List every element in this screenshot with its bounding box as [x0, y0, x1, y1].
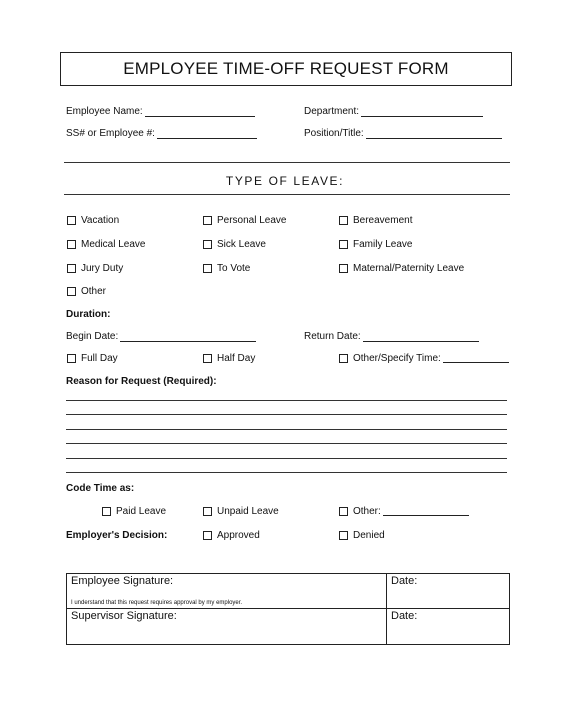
- duration-option-other[interactable]: [339, 353, 509, 364]
- checkbox[interactable]: [339, 507, 348, 516]
- checkbox[interactable]: [339, 216, 348, 225]
- checkbox[interactable]: [67, 354, 76, 363]
- employee-number-field[interactable]: [66, 128, 257, 139]
- employee-name-field[interactable]: [66, 106, 255, 117]
- checkbox[interactable]: [339, 354, 348, 363]
- decision-option-denied[interactable]: [339, 530, 385, 541]
- decision-label: Employer's Decision:: [66, 530, 168, 541]
- return-date-line[interactable]: [363, 332, 479, 342]
- approval-note: I understand that this request requires approval by my employer.: [71, 600, 243, 606]
- department-label: Department:: [304, 106, 360, 117]
- leave-option-other[interactable]: [67, 286, 106, 297]
- checkbox[interactable]: [203, 354, 212, 363]
- duration-option-half-day[interactable]: [203, 353, 255, 364]
- reason-label: Reason for Request (Required):: [66, 376, 217, 387]
- code-other-line[interactable]: [383, 507, 469, 516]
- leave-option-personal[interactable]: [203, 215, 287, 226]
- leave-option-to-vote[interactable]: [203, 263, 250, 274]
- leave-option-maternal-paternity[interactable]: [339, 263, 464, 274]
- option-label: Sick Leave: [217, 239, 266, 250]
- checkbox[interactable]: [67, 240, 76, 249]
- department-field[interactable]: [304, 106, 483, 117]
- begin-date-label: Begin Date:: [66, 331, 119, 342]
- checkbox[interactable]: [203, 216, 212, 225]
- position-line[interactable]: [366, 129, 502, 139]
- employee-name-line[interactable]: [145, 107, 255, 117]
- option-label: Paid Leave: [116, 506, 167, 517]
- code-option-paid-leave[interactable]: [102, 506, 166, 517]
- duration-label: Duration:: [66, 309, 111, 320]
- position-label: Position/Title:: [304, 128, 364, 139]
- option-label: Denied: [353, 530, 385, 541]
- supervisor-signature-label[interactable]: Supervisor Signature:: [71, 610, 177, 622]
- leave-option-bereavement[interactable]: [339, 215, 412, 226]
- leave-option-family[interactable]: [339, 239, 412, 250]
- checkbox[interactable]: [339, 264, 348, 273]
- duration-option-full-day[interactable]: [67, 353, 118, 364]
- option-label: Maternal/Paternity Leave: [353, 263, 465, 274]
- checkbox[interactable]: [203, 264, 212, 273]
- employee-signature-label[interactable]: Employee Signature:: [71, 575, 174, 587]
- option-label: Jury Duty: [81, 263, 124, 274]
- option-label: Other/Specify Time:: [353, 353, 441, 364]
- option-label: Other:: [353, 506, 381, 517]
- checkbox[interactable]: [339, 240, 348, 249]
- code-option-unpaid-leave[interactable]: [203, 506, 279, 517]
- option-label: Half Day: [217, 353, 256, 364]
- option-label: Medical Leave: [81, 239, 146, 250]
- other-time-line[interactable]: [443, 354, 509, 363]
- supervisor-date-label[interactable]: Date:: [391, 610, 418, 622]
- checkbox[interactable]: [203, 507, 212, 516]
- checkbox[interactable]: [102, 507, 111, 516]
- leave-option-sick[interactable]: [203, 239, 266, 250]
- checkbox[interactable]: [339, 531, 348, 540]
- option-label: Unpaid Leave: [217, 506, 279, 517]
- begin-date-line[interactable]: [120, 332, 256, 342]
- reason-line[interactable]: [66, 400, 507, 401]
- signature-table-row-divider: [66, 608, 510, 609]
- option-label: Family Leave: [353, 239, 413, 250]
- option-label: To Vote: [217, 263, 251, 274]
- employee-name-label: Employee Name:: [66, 106, 143, 117]
- form-title: EMPLOYEE TIME-OFF REQUEST FORM: [60, 52, 512, 86]
- option-label: Full Day: [81, 353, 118, 364]
- department-line[interactable]: [361, 107, 483, 117]
- leave-option-vacation[interactable]: [67, 215, 119, 226]
- option-label: Personal Leave: [217, 215, 287, 226]
- reason-line[interactable]: [66, 458, 507, 459]
- leave-option-medical[interactable]: [67, 239, 145, 250]
- leave-option-jury-duty[interactable]: [67, 263, 123, 274]
- return-date-field[interactable]: [304, 331, 479, 342]
- type-of-leave-heading: TYPE OF LEAVE:: [225, 174, 345, 188]
- option-label: Vacation: [81, 215, 120, 226]
- divider-bottom: [64, 194, 510, 195]
- checkbox[interactable]: [67, 287, 76, 296]
- option-label: Bereavement: [353, 215, 413, 226]
- option-label: Other: [81, 286, 107, 297]
- checkbox[interactable]: [203, 240, 212, 249]
- reason-line[interactable]: [66, 429, 507, 430]
- checkbox[interactable]: [67, 216, 76, 225]
- return-date-label: Return Date:: [304, 331, 361, 342]
- option-label: Approved: [217, 530, 260, 541]
- decision-option-approved[interactable]: [203, 530, 260, 541]
- employee-number-label: SS# or Employee #:: [66, 128, 155, 139]
- code-time-label: Code Time as:: [66, 483, 135, 494]
- reason-line[interactable]: [66, 443, 507, 444]
- code-option-other[interactable]: [339, 506, 469, 517]
- checkbox[interactable]: [67, 264, 76, 273]
- employee-date-label[interactable]: Date:: [391, 575, 418, 587]
- begin-date-field[interactable]: [66, 331, 256, 342]
- signature-table-divider: [386, 573, 387, 645]
- position-field[interactable]: [304, 128, 502, 139]
- reason-line[interactable]: [66, 414, 507, 415]
- reason-line[interactable]: [66, 472, 507, 473]
- employee-number-line[interactable]: [157, 129, 257, 139]
- divider-top: [64, 162, 510, 163]
- checkbox[interactable]: [203, 531, 212, 540]
